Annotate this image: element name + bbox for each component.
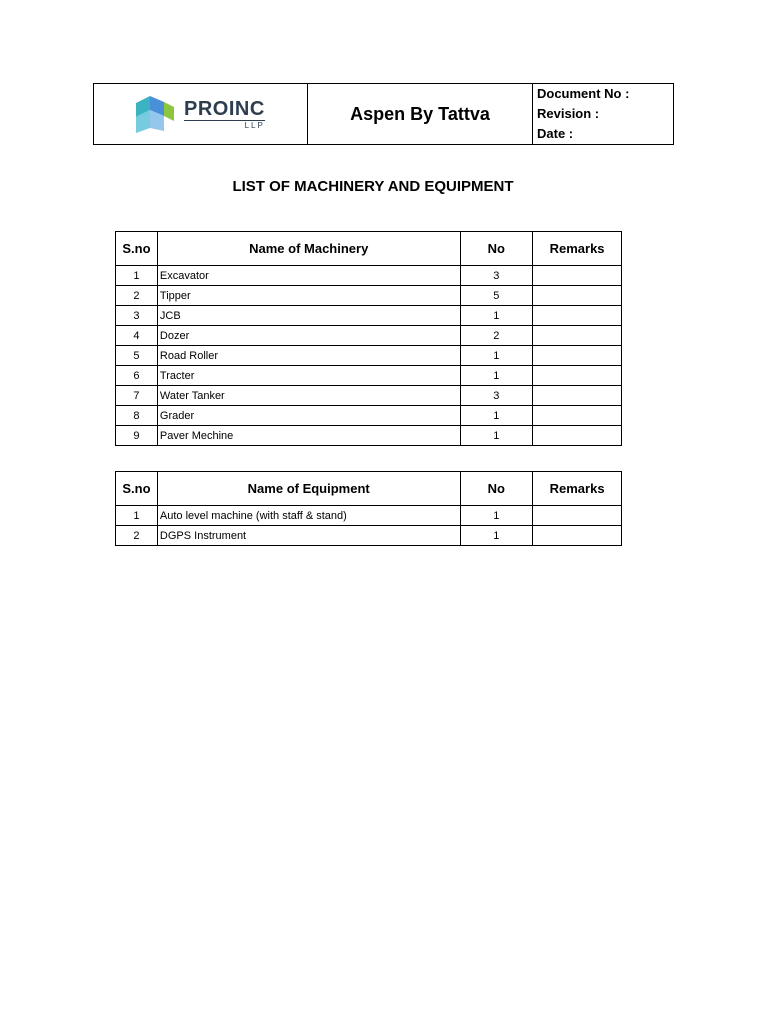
table-row: [116, 386, 622, 406]
table-row: [116, 426, 622, 446]
table-header-row: [116, 472, 622, 506]
header-name: Name of Equipment: [157, 472, 460, 506]
cell-name: Excavator: [157, 266, 460, 286]
table-row: [116, 366, 622, 386]
cell-sno: 8: [116, 406, 158, 426]
header-remarks: Remarks: [533, 472, 622, 506]
cell-remarks: [533, 506, 622, 526]
logo-name: PROINC: [184, 97, 265, 120]
cell-name: Road Roller: [157, 346, 460, 366]
cell-sno: 5: [116, 346, 158, 366]
cell-remarks: [533, 326, 622, 346]
cell-sno: 2: [116, 286, 158, 306]
cell-remarks: [533, 386, 622, 406]
cell-name: Paver Mechine: [157, 426, 460, 446]
cell-sno: 3: [116, 306, 158, 326]
table-row: [116, 506, 622, 526]
date-label: Date :: [537, 126, 574, 141]
cell-remarks: [533, 406, 622, 426]
cell-sno: 4: [116, 326, 158, 346]
machinery-rows: [116, 266, 622, 446]
cell-sno: 6: [116, 366, 158, 386]
cell-count: 1: [460, 506, 533, 526]
cell-count: 1: [460, 426, 533, 446]
document-header: [93, 83, 674, 145]
cell-count: 1: [460, 306, 533, 326]
cell-count: 5: [460, 286, 533, 306]
table-row: [116, 266, 622, 286]
header-no: No: [460, 472, 533, 506]
page-title: LIST OF MACHINERY AND EQUIPMENT: [232, 178, 514, 195]
cell-name: DGPS Instrument: [157, 526, 460, 546]
header-sno: S.no: [116, 472, 158, 506]
cell-count: 2: [460, 326, 533, 346]
cell-count: 1: [460, 406, 533, 426]
header-name: Name of Machinery: [157, 232, 460, 266]
cell-sno: 1: [116, 266, 158, 286]
cell-count: 1: [460, 526, 533, 546]
cell-sno: 7: [116, 386, 158, 406]
document-no-label: Document No :: [537, 86, 630, 101]
cell-sno: 1: [116, 506, 158, 526]
cell-remarks: [533, 526, 622, 546]
cell-name: Tracter: [157, 366, 460, 386]
logo-cell: [94, 84, 308, 144]
cell-remarks: [533, 366, 622, 386]
cell-sno: 2: [116, 526, 158, 546]
document-meta: [533, 84, 673, 144]
table-header-row: [116, 232, 622, 266]
cell-name: JCB: [157, 306, 460, 326]
cell-count: 1: [460, 366, 533, 386]
logo-wordmark: [184, 99, 265, 130]
cell-count: 1: [460, 346, 533, 366]
cell-remarks: [533, 266, 622, 286]
revision-label: Revision :: [537, 106, 600, 121]
cell-name: Auto level machine (with staff & stand): [157, 506, 460, 526]
cell-remarks: [533, 346, 622, 366]
header-no: No: [460, 232, 533, 266]
cell-remarks: [533, 306, 622, 326]
cell-name: Grader: [157, 406, 460, 426]
table-row: [116, 306, 622, 326]
project-title: Aspen By Tattva: [308, 84, 533, 144]
cell-name: Dozer: [157, 326, 460, 346]
table-row: [116, 526, 622, 546]
table-row: [116, 286, 622, 306]
cell-sno: 9: [116, 426, 158, 446]
cell-count: 3: [460, 386, 533, 406]
equipment-table: [115, 471, 622, 546]
table-row: [116, 326, 622, 346]
table-row: [116, 346, 622, 366]
proinc-logo-icon: [132, 93, 178, 135]
cell-name: Water Tanker: [157, 386, 460, 406]
equipment-rows: [116, 506, 622, 546]
logo-sub: LLP: [184, 120, 265, 130]
machinery-table: [115, 231, 622, 446]
header-remarks: Remarks: [533, 232, 622, 266]
header-sno: S.no: [116, 232, 158, 266]
cell-remarks: [533, 286, 622, 306]
cell-name: Tipper: [157, 286, 460, 306]
table-row: [116, 406, 622, 426]
cell-count: 3: [460, 266, 533, 286]
cell-remarks: [533, 426, 622, 446]
